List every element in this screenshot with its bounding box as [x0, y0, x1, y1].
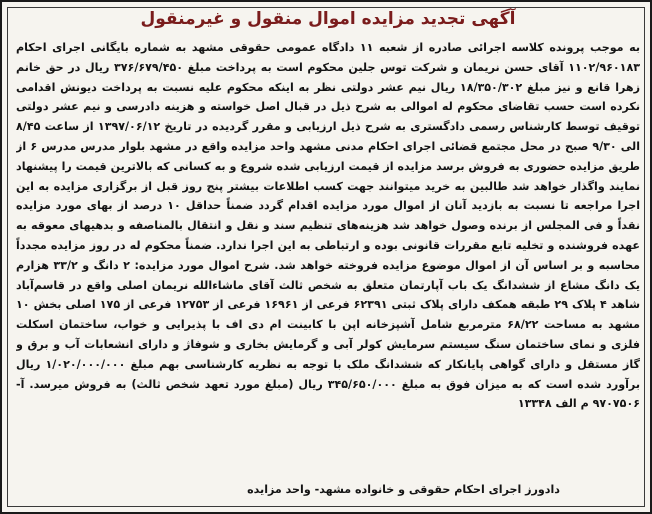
notice-signature: دادورز اجرای احکام حقوقی و خانواده مشهد- واحد مزایده	[247, 483, 560, 496]
notice-body: به موجب پرونده کلاسه اجرائی صادره از شعبه ۱۱ دادگاه عمومی حقوقی مشهد به شماره بایگانی اجرای احکام ۱۱۰۲/۹۶۰۱۸۳ آقای حسن نریمان و شرکت توس جلین محکوم است به پرداخت مبلغ ۳۷۶/۶۷۹/۴۵۰ ریال در حق خانم زهرا قانع و نیز مبلغ ۱۸/۳۵۰/۳۰۲ ریال نیم عشر دولتی نظر به اینکه محکوم علیه نسبت به پرداخت دیونش اقدامی نکرده است حسب تقاضای محکوم له اموالی به شرح ذیل در قبال اصل خواسته و هزینه دادرسی و نیم عشر دولتی توقیف توسط کارشناس رسمی دادگستری به شرح ذیل ارزیابی و مقرر گردیده در تاریخ ۱۳۹۷/۰۶/۱۲ از ساعت ۸/۴۵ الی ۹/۳۰ صبح در محل مجتمع قضائی اجرای احکام مدنی مشهد واحد مزایده واقع در مشهد بلوار مدرس مدرس ۶ از طریق مزایده حضوری به فروش برسد مزایده از قیمت ارزیابی شده شروع و به کسانی که بالاترین قیمت را پیشنهاد نمایند واگذار خواهد شد طالبین به خرید میتوانند جهت کسب اطلاعات بیشتر پنج روز قبل از برگزاری مزایده به این اجرا مراجعه تا نسبت به بازدید آنان از اموال مورد مزایده اقدام گردد ضمناً حداقل ۱۰ درصد از بهای مورد مزایده نقداً و فی المجلس از برنده وصول خواهد شد هزینه‌های تنظیم سند و نقل و انتقال بالمناصفه و بدهیهای معوقه به عهده فروشنده و تخلیه تابع مقررات قانونی بوده و ارتباطی به این اجرا ندارد. ضمناً محکوم له در روز مزایده مجدداً محاسبه و بر اساس آن از اموال موضوع مزایده فروخته خواهد شد. شرح اموال مورد مزایده: ۲ دانگ و ۳۳/۲ هزارم یک دانگ مشاع از ششدانگ یک باب آپارتمان متعلق به شخص ثالث آقای ماشاءالله نریمان اصلی واقع در قاسم‌آباد شاهد ۴ پلاک ۲۹ طبقه همکف دارای پلاک ثبتی ۶۲۳۹۱ فرعی از ۱۶۹۶۱ فرعی از ۱۲۷۵۳ فرعی از ۱۷۵ اصلی بخش ۱۰ مشهد به مساحت ۶۸/۲۲ مترمربع شامل آشپزخانه اپن با کابینت ام دی اف با پذیرایی و خواب، ساختمان اسکلت فلزی و نمای ساختمان سنگ سیستم سرمایش کولر آبی و گرمایش بخاری و شوفاژ و دارای انشعابات آب و برق و گاز مستقل و دارای گواهی پایانکار که ششدانگ ملک با توجه به نظریه کارشناسی بهم مبلغ ۱/۰۲۰/۰۰۰/۰۰۰ ریال برآورد شده است که به میزان فوق به مبلغ ۳۴۵/۶۵۰/۰۰۰ ریال (مبلغ مورد تعهد شخص ثالث) به فروش میرسد. آ- ۹۷۰۷۵۰۶ م الف ۱۳۳۴۸	[16, 41, 640, 411]
notice-title: آگهی تجدید مزایده اموال منقول و غیرمنقول	[140, 9, 516, 29]
